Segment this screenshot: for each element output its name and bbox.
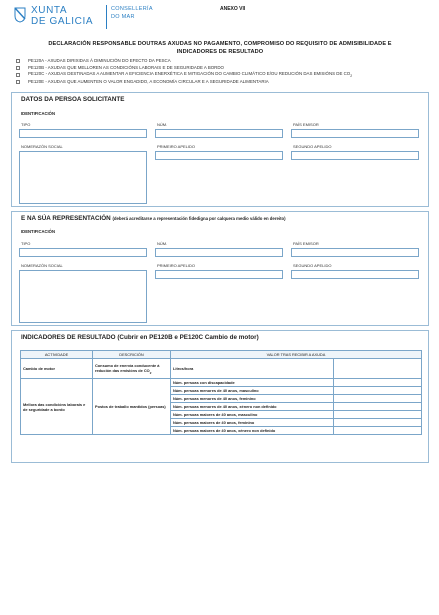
logo-text-galicia: DE GALICIA	[31, 16, 94, 27]
value-input-cell[interactable]	[334, 411, 422, 419]
procedure-option[interactable]	[16, 64, 426, 71]
annex-label: ANEXO VII	[220, 6, 246, 12]
logo-text-xunta: XUNTA	[31, 5, 68, 16]
value-input-cell[interactable]	[334, 359, 422, 379]
table-header-row	[21, 351, 422, 359]
indicator-cell: Núm. persoas maiores de 40 anos, xénero non definido	[171, 427, 334, 435]
second-surname-field[interactable]	[291, 270, 419, 279]
country-field[interactable]	[291, 129, 419, 138]
indicator-cell: Núm. persoas menores de 40 anos, masculino	[171, 387, 334, 395]
type-field[interactable]	[19, 248, 147, 257]
procedure-label-text: PE120C - AXUDAS DESTINADAS A AUMENTAR A EFICIENCIA ENERXÉTICA E MITIGACIÓN DO CAMBIO CLIMÁTICO E/OU REDUCIÓN DAS EMISIÓNS DE CO	[28, 71, 351, 77]
identification-heading: IDENTIFICACIÓN	[21, 229, 55, 234]
activity-cell: Mellora das condicións laborais e de seguridade a bordo	[21, 379, 93, 435]
procedure-checkbox[interactable]	[16, 80, 20, 84]
value-input-cell[interactable]	[334, 395, 422, 403]
procedure-option[interactable]	[16, 57, 426, 64]
header	[8, 4, 431, 34]
description-text: Consumo de enerxía conducente á redución das emisións de CO	[95, 362, 160, 373]
value-input-cell[interactable]	[334, 419, 422, 427]
first-surname-label: PRIMEIRO APELIDO	[157, 144, 196, 149]
table-row	[21, 359, 422, 379]
procedure-checkbox[interactable]	[16, 59, 20, 63]
second-surname-label: SEGUNDO APELIDO	[293, 144, 332, 149]
procedure-label: PE120B - AXUDAS QUE MELLOREN AS CONDICIÓNS LABORAIS E DE SEGURIDADE A BORDO	[28, 65, 224, 70]
country-label: PAÍS EMISOR	[293, 122, 319, 127]
column-header-value: VALOR TRAS RECIBIR A AXUDA	[171, 351, 422, 359]
first-surname-field[interactable]	[155, 270, 283, 279]
representative-note: (deberá acreditarse a representación fidedigna por calquera medio válido en dereito)	[112, 216, 286, 221]
number-field[interactable]	[155, 248, 283, 257]
second-surname-field[interactable]	[291, 151, 419, 160]
representative-section	[11, 211, 429, 326]
representative-title-text: E NA SÚA REPRESENTACIÓN	[21, 215, 111, 222]
type-field[interactable]	[19, 129, 147, 138]
column-header-description: DESCRICIÓN	[93, 351, 171, 359]
identification-heading: IDENTIFICACIÓN	[21, 111, 55, 116]
indicator-cell: Núm. persoas menores de 40 anos, xénero non definido	[171, 403, 334, 411]
value-input-cell[interactable]	[334, 403, 422, 411]
results-section-title: INDICADORES DE RESULTADO (Cubrir en PE120B e PE120C Cambio de motor)	[21, 334, 259, 341]
procedure-label: PE120A - AXUDAS DIRIXIDAS Á DIMINUCIÓN DO EFECTO DA PESCA	[28, 58, 171, 63]
applicant-section-title: DATOS DA PERSOA SOLICITANTE	[21, 96, 125, 103]
department-line1: CONSELLERÍA	[111, 6, 153, 12]
name-field[interactable]	[19, 270, 147, 323]
indicator-cell: Litros/hora	[171, 359, 334, 379]
procedure-option[interactable]	[16, 71, 426, 78]
results-table	[20, 350, 422, 435]
results-section	[11, 330, 429, 463]
name-label: NOMERAZÓN SOCIAL	[21, 144, 63, 149]
value-input-cell[interactable]	[334, 387, 422, 395]
procedure-options	[16, 57, 426, 85]
shield-icon	[14, 7, 26, 23]
applicant-section	[11, 92, 429, 207]
number-label: NÚM.	[157, 122, 168, 127]
column-header-activity: ACTIVIDADE	[21, 351, 93, 359]
form-title	[20, 41, 420, 56]
number-field[interactable]	[155, 129, 283, 138]
country-label: PAÍS EMISOR	[293, 241, 319, 246]
number-label: NÚM.	[157, 241, 168, 246]
department-line2: DO MAR	[111, 14, 135, 20]
type-label: TIPO	[21, 241, 31, 246]
indicator-cell: Núm. persoas menores de 40 anos, feminino	[171, 395, 334, 403]
logo-divider	[106, 5, 107, 29]
value-input-cell[interactable]	[334, 427, 422, 435]
description-subscript: 2	[149, 370, 152, 375]
first-surname-label: PRIMEIRO APELIDO	[157, 263, 196, 268]
procedure-label: PE120E - AXUDAS QUE AUMENTEN O VALOR ENGADIDO, A ECONOMÍA CIRCULAR E A SEGURIDADE ALIMENTARIA	[28, 79, 269, 84]
value-input-cell[interactable]	[334, 379, 422, 387]
indicator-cell: Núm. persoas maiores de 40 anos, masculino	[171, 411, 334, 419]
indicator-cell: Núm. persoas maiores de 40 anos, feminino	[171, 419, 334, 427]
activity-cell: Cambio de motor	[21, 359, 93, 379]
description-cell	[93, 359, 171, 379]
name-label: NOMERAZÓN SOCIAL	[21, 263, 63, 268]
country-field[interactable]	[291, 248, 419, 257]
procedure-checkbox[interactable]	[16, 66, 20, 70]
form-title-line2: INDICADORES DE RESULTADO	[176, 48, 264, 55]
first-surname-field[interactable]	[155, 151, 283, 160]
indicator-cell: Núm. persoas con discapacidade	[171, 379, 334, 387]
table-row	[21, 379, 422, 387]
procedure-option[interactable]	[16, 78, 426, 85]
procedure-checkbox[interactable]	[16, 73, 20, 77]
description-cell: Postos de traballo mantidos (persoas)	[93, 379, 171, 435]
type-label: TIPO	[21, 122, 31, 127]
xunta-logo	[14, 5, 174, 33]
second-surname-label: SEGUNDO APELIDO	[293, 263, 332, 268]
procedure-label	[28, 71, 352, 78]
procedure-label-subscript: 2	[350, 73, 353, 78]
form-title-line1: DECLARACIÓN RESPONSABLE DOUTRAS AXUDAS NO PAGAMENTO, COMPROMISO DO REQUISITO DE ADMISIBILIDADE E	[48, 41, 392, 47]
name-field[interactable]	[19, 151, 147, 204]
representative-section-title	[21, 215, 286, 222]
